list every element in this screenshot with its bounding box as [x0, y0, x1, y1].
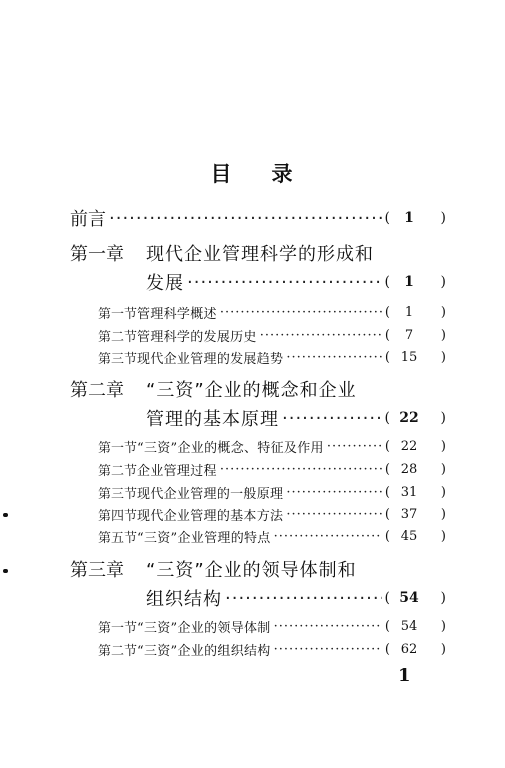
section-entry[interactable]	[98, 437, 446, 456]
section-entry[interactable]	[98, 527, 446, 546]
page-value: 54	[400, 619, 418, 634]
page-value: 7	[404, 328, 414, 343]
section-label: 第四节	[98, 509, 138, 524]
dot-leader	[260, 328, 382, 343]
section-label: 第二节	[98, 464, 138, 479]
chapter-heading-2-cont[interactable]	[146, 405, 446, 431]
page-value: 1	[404, 305, 414, 320]
section-title: “三资”企业的领导体制	[137, 621, 271, 636]
page-number: 1	[398, 665, 411, 686]
section-title: 管理科学概述	[137, 307, 217, 322]
page-ref: ( 54 )	[384, 590, 446, 606]
section-entry[interactable]	[98, 640, 446, 659]
chapter-title-cont: 管理的基本原理	[146, 409, 279, 430]
dot-leader	[286, 350, 382, 365]
page-ref: ( 28 )	[384, 462, 446, 477]
chapter-heading-3[interactable]	[70, 556, 446, 582]
section-title: 企业管理过程	[137, 464, 217, 479]
page-value: 15	[400, 350, 418, 365]
page-value: 37	[400, 507, 418, 522]
page-value: 22	[400, 439, 418, 454]
chapter-title-cont: 发展	[146, 273, 184, 294]
page-value: 54	[399, 590, 419, 606]
section-label: 第一节	[98, 307, 138, 322]
scan-mark	[3, 513, 8, 517]
page-ref: ( 37 )	[384, 507, 446, 522]
scan-mark	[3, 569, 8, 573]
section-entry[interactable]	[98, 460, 446, 479]
dot-leader	[187, 272, 382, 293]
section-entry[interactable]	[98, 505, 446, 524]
page-value: 22	[399, 410, 419, 426]
section-label: 第二节	[98, 330, 138, 345]
page-ref: ( 22 )	[384, 439, 446, 454]
chapter-label: 第一章	[70, 244, 124, 265]
page-ref: ( 62 )	[384, 642, 446, 657]
dot-leader	[220, 305, 382, 320]
dot-leader	[274, 529, 382, 544]
section-label: 第一节	[98, 621, 138, 636]
preface-label: 前言	[70, 209, 106, 230]
section-entry[interactable]	[98, 617, 446, 636]
chapter-title: 现代企业管理科学的形成和	[146, 244, 374, 265]
page-ref: ( 1 )	[384, 274, 446, 290]
page-value: 45	[400, 529, 418, 544]
section-title: “三资”企业的组织结构	[137, 644, 271, 659]
dot-leader	[274, 619, 382, 634]
section-title: “三资”企业的概念、特征及作用	[137, 441, 324, 456]
chapter-label: 第二章	[70, 380, 124, 401]
section-title: “三资”企业管理的特点	[137, 531, 271, 546]
toc-title	[0, 158, 505, 188]
dot-leader	[220, 462, 382, 477]
dot-leader	[109, 208, 382, 229]
section-label: 第三节	[98, 487, 138, 502]
section-entry[interactable]	[98, 483, 446, 502]
dot-leader	[282, 408, 382, 429]
page-ref: ( 1 )	[384, 305, 446, 320]
section-entry[interactable]	[98, 348, 446, 367]
chapter-heading-2[interactable]	[70, 376, 446, 402]
page-value: 1	[404, 274, 414, 290]
dot-leader	[225, 588, 382, 609]
page-ref: ( 15 )	[384, 350, 446, 365]
chapter-title: “三资”企业的领导体制和	[146, 560, 357, 581]
toc-title-char-1: 目	[210, 162, 234, 186]
page-value: 31	[400, 485, 418, 500]
page-value: 1	[404, 210, 414, 226]
section-title: 现代企业管理的基本方法	[137, 509, 284, 524]
section-title: 现代企业管理的发展趋势	[137, 352, 284, 367]
dot-leader	[327, 439, 382, 454]
page-ref: ( 45 )	[384, 529, 446, 544]
page-ref: ( 22 )	[384, 410, 446, 426]
page-value: 62	[400, 642, 418, 657]
section-label: 第五节	[98, 531, 138, 546]
dot-leader	[286, 507, 382, 522]
page-ref: ( 54 )	[384, 619, 446, 634]
section-title: 现代企业管理的一般原理	[137, 487, 284, 502]
page-ref: ( 7 )	[384, 328, 446, 343]
chapter-label: 第三章	[70, 560, 124, 581]
page-ref: ( 31 )	[384, 485, 446, 500]
chapter-heading-1-cont[interactable]	[146, 269, 446, 295]
section-label: 第二节	[98, 644, 138, 659]
section-label: 第三节	[98, 352, 138, 367]
section-title: 管理科学的发展历史	[137, 330, 257, 345]
section-label: 第一节	[98, 441, 138, 456]
dot-leader	[286, 485, 382, 500]
section-entry[interactable]	[98, 326, 446, 345]
chapter-heading-3-cont[interactable]	[146, 585, 446, 611]
section-entry[interactable]	[98, 303, 446, 322]
chapter-title-cont: 组织结构	[146, 589, 222, 610]
dot-leader	[274, 642, 382, 657]
chapter-title: “三资”企业的概念和企业	[146, 380, 357, 401]
chapter-heading-1[interactable]	[70, 240, 446, 266]
page-value: 28	[400, 462, 418, 477]
page-ref: ( 1 )	[384, 210, 446, 226]
toc-entry-preface[interactable]	[70, 205, 446, 231]
toc-title-char-2: 录	[271, 162, 295, 186]
